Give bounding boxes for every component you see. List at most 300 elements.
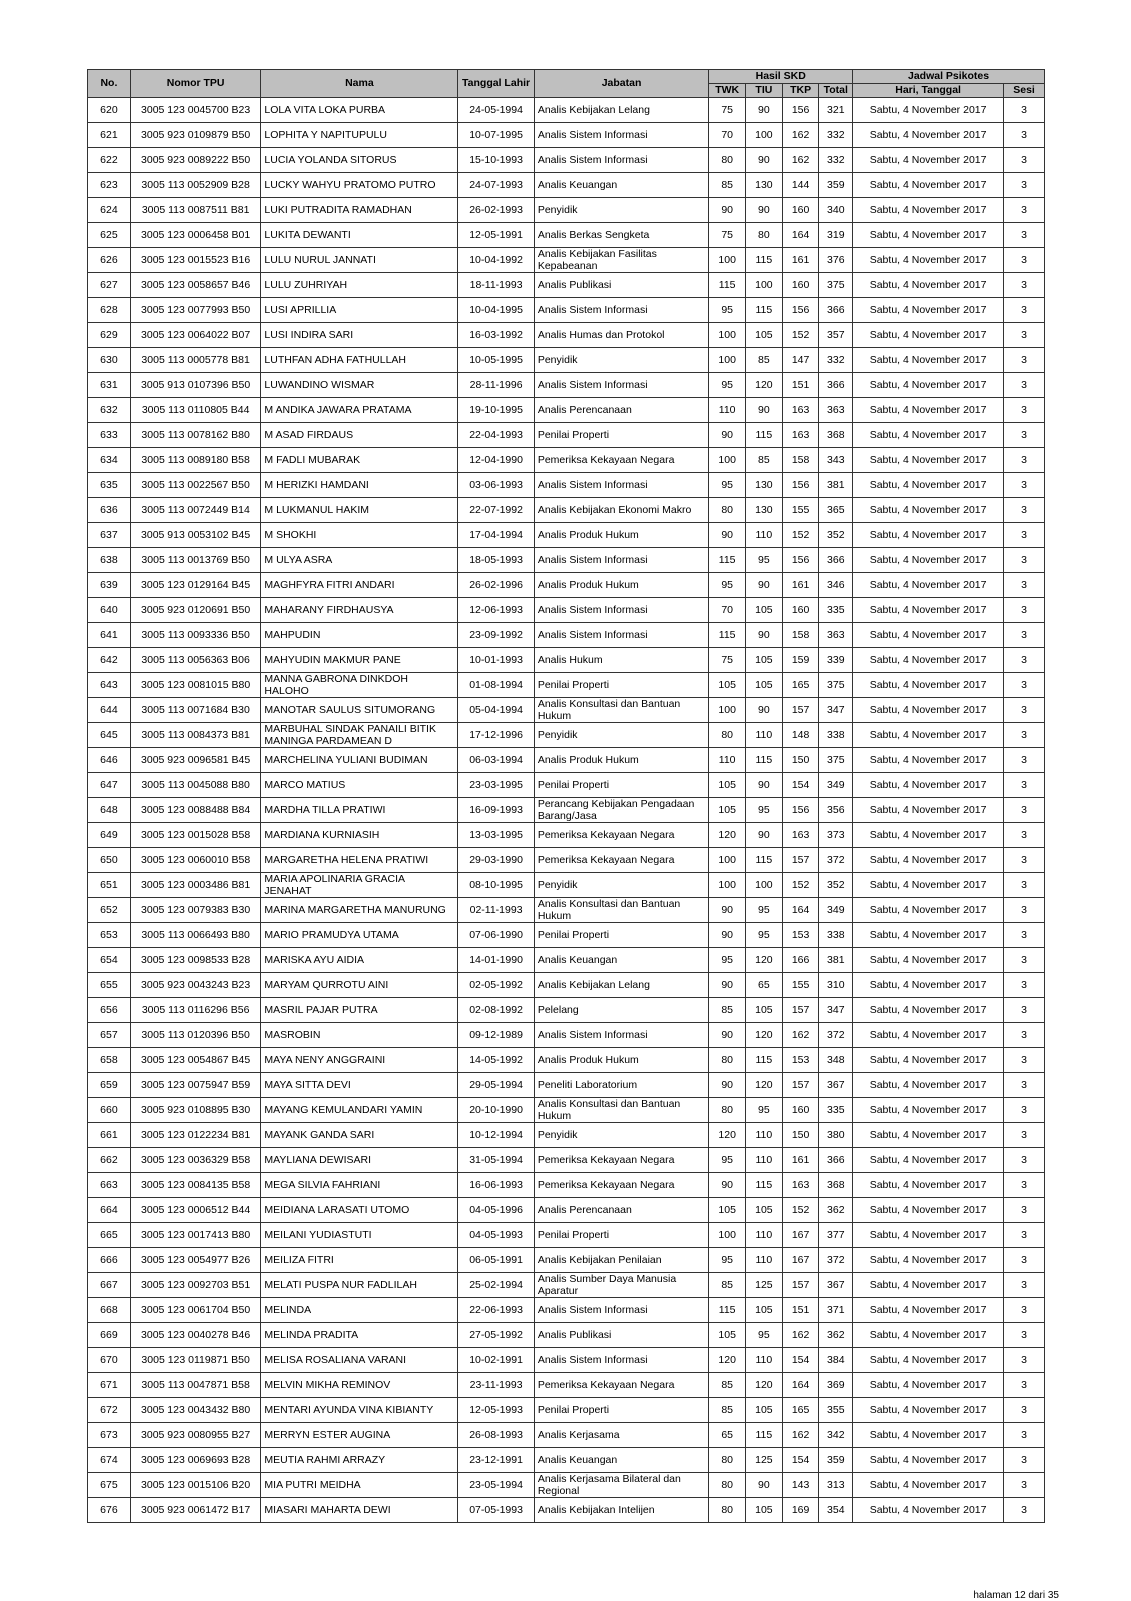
cell-nomor-tpu: 3005 123 0088488 B84	[130, 798, 261, 823]
cell-jabatan: Analis Sistem Informasi	[534, 598, 708, 623]
cell-total: 354	[819, 1498, 853, 1523]
cell-jabatan: Penyidik	[534, 198, 708, 223]
cell-nomor-tpu: 3005 123 0064022 B07	[130, 323, 261, 348]
cell-tiu: 85	[746, 348, 783, 373]
table-row	[88, 1298, 1045, 1323]
cell-no: 675	[88, 1473, 131, 1498]
cell-jabatan: Analis Berkas Sengketa	[534, 223, 708, 248]
cell-tkp: 156	[782, 298, 819, 323]
cell-nama: LULU NURUL JANNATI	[261, 248, 458, 273]
cell-twk: 95	[709, 573, 746, 598]
cell-nama: MARBUHAL SINDAK PANAILI BITIK MANINGA PARDAMEAN D	[261, 723, 458, 748]
cell-sesi: 3	[1004, 1148, 1045, 1173]
cell-tiu: 115	[746, 423, 783, 448]
table-row	[88, 1423, 1045, 1448]
cell-total: 363	[819, 398, 853, 423]
table-header	[88, 70, 1045, 98]
cell-nama: MARCHELINA YULIANI BUDIMAN	[261, 748, 458, 773]
cell-sesi: 3	[1004, 623, 1045, 648]
cell-tanggal-lahir: 12-05-1993	[458, 1398, 535, 1423]
cell-tkp: 157	[782, 698, 819, 723]
cell-twk: 75	[709, 98, 746, 123]
cell-no: 658	[88, 1048, 131, 1073]
cell-no: 661	[88, 1123, 131, 1148]
cell-tiu: 85	[746, 448, 783, 473]
cell-no: 640	[88, 598, 131, 623]
cell-tanggal-lahir: 25-02-1994	[458, 1273, 535, 1298]
cell-jabatan: Pemeriksa Kekayaan Negara	[534, 1173, 708, 1198]
table-row	[88, 423, 1045, 448]
cell-sesi: 3	[1004, 1448, 1045, 1473]
cell-nama: MAYANK GANDA SARI	[261, 1123, 458, 1148]
cell-jabatan: Analis Publikasi	[534, 1323, 708, 1348]
cell-total: 359	[819, 173, 853, 198]
cell-no: 662	[88, 1148, 131, 1173]
cell-tanggal-lahir: 23-03-1995	[458, 773, 535, 798]
results-table	[87, 69, 1045, 1523]
cell-total: 366	[819, 548, 853, 573]
cell-tkp: 163	[782, 1173, 819, 1198]
cell-total: 362	[819, 1323, 853, 1348]
cell-tanggal-lahir: 31-05-1994	[458, 1148, 535, 1173]
cell-total: 366	[819, 373, 853, 398]
cell-hari-tanggal: Sabtu, 4 November 2017	[853, 1473, 1004, 1498]
cell-tiu: 80	[746, 223, 783, 248]
cell-nomor-tpu: 3005 113 0078162 B80	[130, 423, 261, 448]
cell-hari-tanggal: Sabtu, 4 November 2017	[853, 673, 1004, 698]
table-row	[88, 1348, 1045, 1373]
cell-jabatan: Analis Kebijakan Lelang	[534, 973, 708, 998]
cell-hari-tanggal: Sabtu, 4 November 2017	[853, 1073, 1004, 1098]
cell-nomor-tpu: 3005 123 0054867 B45	[130, 1048, 261, 1073]
cell-twk: 90	[709, 523, 746, 548]
cell-no: 657	[88, 1023, 131, 1048]
cell-tanggal-lahir: 17-04-1994	[458, 523, 535, 548]
cell-jabatan: Analis Kebijakan Ekonomi Makro	[534, 498, 708, 523]
cell-tanggal-lahir: 20-10-1990	[458, 1098, 535, 1123]
cell-tanggal-lahir: 23-09-1992	[458, 623, 535, 648]
cell-nama: LOLA VITA LOKA PURBA	[261, 98, 458, 123]
table-row	[88, 1373, 1045, 1398]
cell-tanggal-lahir: 17-12-1996	[458, 723, 535, 748]
cell-nomor-tpu: 3005 923 0043243 B23	[130, 973, 261, 998]
cell-tkp: 167	[782, 1248, 819, 1273]
cell-tanggal-lahir: 08-10-1995	[458, 873, 535, 898]
cell-tanggal-lahir: 14-01-1990	[458, 948, 535, 973]
cell-hari-tanggal: Sabtu, 4 November 2017	[853, 548, 1004, 573]
cell-twk: 85	[709, 1273, 746, 1298]
cell-twk: 85	[709, 998, 746, 1023]
cell-nama: MAHARANY FIRDHAUSYA	[261, 598, 458, 623]
cell-no: 642	[88, 648, 131, 673]
table-row	[88, 448, 1045, 473]
cell-tanggal-lahir: 02-11-1993	[458, 898, 535, 923]
table-row	[88, 273, 1045, 298]
cell-nomor-tpu: 3005 113 0056363 B06	[130, 648, 261, 673]
cell-twk: 115	[709, 548, 746, 573]
cell-hari-tanggal: Sabtu, 4 November 2017	[853, 423, 1004, 448]
cell-twk: 110	[709, 748, 746, 773]
cell-nomor-tpu: 3005 123 0084135 B58	[130, 1173, 261, 1198]
cell-tanggal-lahir: 13-03-1995	[458, 823, 535, 848]
cell-sesi: 3	[1004, 1398, 1045, 1423]
cell-sesi: 3	[1004, 448, 1045, 473]
cell-jabatan: Analis Hukum	[534, 648, 708, 673]
cell-tkp: 158	[782, 448, 819, 473]
cell-nama: LUTHFAN ADHA FATHULLAH	[261, 348, 458, 373]
table-row	[88, 173, 1045, 198]
cell-tanggal-lahir: 10-04-1992	[458, 248, 535, 273]
page-number: halaman 12 dari 35	[973, 1590, 1059, 1601]
cell-no: 651	[88, 873, 131, 898]
cell-hari-tanggal: Sabtu, 4 November 2017	[853, 1348, 1004, 1373]
table-row	[88, 973, 1045, 998]
cell-nomor-tpu: 3005 113 0072449 B14	[130, 498, 261, 523]
cell-nama: MEILANI YUDIASTUTI	[261, 1223, 458, 1248]
cell-twk: 105	[709, 673, 746, 698]
cell-jabatan: Analis Konsultasi dan Bantuan Hukum	[534, 898, 708, 923]
cell-tkp: 161	[782, 573, 819, 598]
cell-nama: MELINDA	[261, 1298, 458, 1323]
cell-no: 639	[88, 573, 131, 598]
table-row	[88, 373, 1045, 398]
cell-tiu: 125	[746, 1448, 783, 1473]
cell-sesi: 3	[1004, 398, 1045, 423]
cell-nama: MERRYN ESTER AUGINA	[261, 1423, 458, 1448]
cell-total: 347	[819, 698, 853, 723]
cell-total: 332	[819, 348, 853, 373]
cell-no: 641	[88, 623, 131, 648]
cell-twk: 75	[709, 223, 746, 248]
cell-sesi: 3	[1004, 1348, 1045, 1373]
cell-nomor-tpu: 3005 113 0093336 B50	[130, 623, 261, 648]
cell-twk: 80	[709, 1498, 746, 1523]
cell-twk: 105	[709, 773, 746, 798]
cell-sesi: 3	[1004, 273, 1045, 298]
cell-hari-tanggal: Sabtu, 4 November 2017	[853, 848, 1004, 873]
cell-jabatan: Analis Kebijakan Fasilitas Kepabeanan	[534, 248, 708, 273]
cell-tiu: 90	[746, 573, 783, 598]
col-header-sesi: Sesi	[1004, 84, 1045, 98]
cell-no: 644	[88, 698, 131, 723]
cell-hari-tanggal: Sabtu, 4 November 2017	[853, 1198, 1004, 1223]
cell-no: 634	[88, 448, 131, 473]
col-group-hasil-skd: Hasil SKD	[709, 70, 853, 84]
cell-tkp: 163	[782, 823, 819, 848]
cell-tanggal-lahir: 29-03-1990	[458, 848, 535, 873]
cell-tkp: 150	[782, 1123, 819, 1148]
cell-tanggal-lahir: 15-10-1993	[458, 148, 535, 173]
cell-jabatan: Penilai Properti	[534, 923, 708, 948]
cell-hari-tanggal: Sabtu, 4 November 2017	[853, 1048, 1004, 1073]
cell-nama: MEGA SILVIA FAHRIANI	[261, 1173, 458, 1198]
cell-total: 372	[819, 1023, 853, 1048]
table-row	[88, 398, 1045, 423]
cell-nama: MENTARI AYUNDA VINA KIBIANTY	[261, 1398, 458, 1423]
cell-nomor-tpu: 3005 923 0108895 B30	[130, 1098, 261, 1123]
cell-nama: MEUTIA RAHMI ARRAZY	[261, 1448, 458, 1473]
cell-hari-tanggal: Sabtu, 4 November 2017	[853, 223, 1004, 248]
col-header-twk: TWK	[709, 84, 746, 98]
cell-nomor-tpu: 3005 923 0080955 B27	[130, 1423, 261, 1448]
cell-nama: MIASARI MAHARTA DEWI	[261, 1498, 458, 1523]
cell-twk: 100	[709, 848, 746, 873]
col-group-jadwal-psikotes: Jadwal Psikotes	[853, 70, 1045, 84]
cell-twk: 100	[709, 348, 746, 373]
cell-total: 372	[819, 848, 853, 873]
cell-twk: 90	[709, 973, 746, 998]
cell-sesi: 3	[1004, 223, 1045, 248]
cell-twk: 80	[709, 148, 746, 173]
cell-jabatan: Analis Sistem Informasi	[534, 623, 708, 648]
table-row	[88, 898, 1045, 923]
cell-hari-tanggal: Sabtu, 4 November 2017	[853, 323, 1004, 348]
cell-jabatan: Analis Produk Hukum	[534, 523, 708, 548]
cell-hari-tanggal: Sabtu, 4 November 2017	[853, 1323, 1004, 1348]
cell-twk: 115	[709, 273, 746, 298]
cell-nomor-tpu: 3005 923 0089222 B50	[130, 148, 261, 173]
cell-no: 650	[88, 848, 131, 873]
cell-hari-tanggal: Sabtu, 4 November 2017	[853, 1298, 1004, 1323]
cell-total: 310	[819, 973, 853, 998]
cell-nomor-tpu: 3005 123 0058657 B46	[130, 273, 261, 298]
cell-nomor-tpu: 3005 123 0119871 B50	[130, 1348, 261, 1373]
cell-twk: 100	[709, 323, 746, 348]
cell-twk: 90	[709, 923, 746, 948]
cell-sesi: 3	[1004, 1123, 1045, 1148]
table-row	[88, 923, 1045, 948]
col-header-jabatan: Jabatan	[534, 70, 708, 98]
cell-twk: 95	[709, 373, 746, 398]
cell-no: 652	[88, 898, 131, 923]
table-row	[88, 123, 1045, 148]
cell-sesi: 3	[1004, 598, 1045, 623]
cell-total: 381	[819, 948, 853, 973]
cell-sesi: 3	[1004, 1223, 1045, 1248]
cell-tiu: 105	[746, 673, 783, 698]
cell-nomor-tpu: 3005 123 0081015 B80	[130, 673, 261, 698]
cell-tiu: 110	[746, 1223, 783, 1248]
table-row	[88, 823, 1045, 848]
cell-nama: LUSI INDIRA SARI	[261, 323, 458, 348]
cell-no: 656	[88, 998, 131, 1023]
cell-total: 368	[819, 1173, 853, 1198]
cell-no: 625	[88, 223, 131, 248]
cell-total: 367	[819, 1073, 853, 1098]
cell-tanggal-lahir: 19-10-1995	[458, 398, 535, 423]
cell-nama: M ULYA ASRA	[261, 548, 458, 573]
cell-hari-tanggal: Sabtu, 4 November 2017	[853, 1173, 1004, 1198]
cell-tanggal-lahir: 23-12-1991	[458, 1448, 535, 1473]
cell-total: 380	[819, 1123, 853, 1148]
cell-tiu: 115	[746, 1423, 783, 1448]
cell-total: 338	[819, 923, 853, 948]
cell-no: 648	[88, 798, 131, 823]
cell-tiu: 105	[746, 1498, 783, 1523]
cell-hari-tanggal: Sabtu, 4 November 2017	[853, 898, 1004, 923]
cell-total: 367	[819, 1273, 853, 1298]
cell-nomor-tpu: 3005 123 0015523 B16	[130, 248, 261, 273]
cell-tiu: 95	[746, 923, 783, 948]
cell-tkp: 160	[782, 598, 819, 623]
table-row	[88, 498, 1045, 523]
cell-nomor-tpu: 3005 123 0092703 B51	[130, 1273, 261, 1298]
cell-tanggal-lahir: 18-11-1993	[458, 273, 535, 298]
cell-twk: 95	[709, 948, 746, 973]
cell-tanggal-lahir: 10-04-1995	[458, 298, 535, 323]
cell-tanggal-lahir: 04-05-1993	[458, 1223, 535, 1248]
cell-hari-tanggal: Sabtu, 4 November 2017	[853, 1148, 1004, 1173]
cell-nama: MASROBIN	[261, 1023, 458, 1048]
cell-twk: 75	[709, 648, 746, 673]
cell-sesi: 3	[1004, 1423, 1045, 1448]
cell-tkp: 157	[782, 1073, 819, 1098]
cell-jabatan: Pelelang	[534, 998, 708, 1023]
cell-tkp: 164	[782, 898, 819, 923]
cell-total: 346	[819, 573, 853, 598]
cell-nama: MELISA ROSALIANA VARANI	[261, 1348, 458, 1373]
cell-tiu: 130	[746, 173, 783, 198]
cell-nama: M SHOKHI	[261, 523, 458, 548]
cell-nomor-tpu: 3005 923 0061472 B17	[130, 1498, 261, 1523]
cell-hari-tanggal: Sabtu, 4 November 2017	[853, 1448, 1004, 1473]
table-row	[88, 1473, 1045, 1498]
cell-no: 660	[88, 1098, 131, 1123]
cell-twk: 90	[709, 898, 746, 923]
cell-total: 343	[819, 448, 853, 473]
cell-no: 673	[88, 1423, 131, 1448]
cell-jabatan: Analis Produk Hukum	[534, 573, 708, 598]
cell-total: 375	[819, 748, 853, 773]
cell-twk: 100	[709, 698, 746, 723]
cell-tiu: 120	[746, 373, 783, 398]
table-row	[88, 148, 1045, 173]
cell-no: 627	[88, 273, 131, 298]
cell-tiu: 115	[746, 748, 783, 773]
cell-no: 626	[88, 248, 131, 273]
cell-no: 621	[88, 123, 131, 148]
cell-no: 667	[88, 1273, 131, 1298]
cell-nomor-tpu: 3005 913 0107396 B50	[130, 373, 261, 398]
cell-jabatan: Penyidik	[534, 1123, 708, 1148]
cell-twk: 80	[709, 1448, 746, 1473]
cell-tkp: 144	[782, 173, 819, 198]
cell-hari-tanggal: Sabtu, 4 November 2017	[853, 298, 1004, 323]
cell-no: 654	[88, 948, 131, 973]
cell-twk: 70	[709, 123, 746, 148]
cell-nama: LULU ZUHRIYAH	[261, 273, 458, 298]
cell-sesi: 3	[1004, 373, 1045, 398]
cell-nomor-tpu: 3005 123 0015028 B58	[130, 823, 261, 848]
cell-hari-tanggal: Sabtu, 4 November 2017	[853, 1023, 1004, 1048]
cell-twk: 80	[709, 498, 746, 523]
cell-tiu: 105	[746, 1298, 783, 1323]
cell-tiu: 90	[746, 823, 783, 848]
cell-nama: MARGARETHA HELENA PRATIWI	[261, 848, 458, 873]
cell-twk: 90	[709, 1023, 746, 1048]
cell-total: 335	[819, 598, 853, 623]
cell-no: 663	[88, 1173, 131, 1198]
cell-tanggal-lahir: 22-06-1993	[458, 1298, 535, 1323]
cell-tanggal-lahir: 06-03-1994	[458, 748, 535, 773]
cell-tiu: 130	[746, 473, 783, 498]
cell-nomor-tpu: 3005 113 0066493 B80	[130, 923, 261, 948]
cell-jabatan: Penyidik	[534, 348, 708, 373]
cell-nomor-tpu: 3005 923 0096581 B45	[130, 748, 261, 773]
cell-total: 365	[819, 498, 853, 523]
cell-hari-tanggal: Sabtu, 4 November 2017	[853, 773, 1004, 798]
cell-tkp: 154	[782, 1348, 819, 1373]
cell-nomor-tpu: 3005 123 0045700 B23	[130, 98, 261, 123]
table-row	[88, 873, 1045, 898]
cell-tiu: 120	[746, 1373, 783, 1398]
cell-jabatan: Analis Sistem Informasi	[534, 298, 708, 323]
cell-tanggal-lahir: 07-06-1990	[458, 923, 535, 948]
cell-nama: MELVIN MIKHA REMINOV	[261, 1373, 458, 1398]
cell-total: 362	[819, 1198, 853, 1223]
cell-tanggal-lahir: 10-01-1993	[458, 648, 535, 673]
cell-hari-tanggal: Sabtu, 4 November 2017	[853, 248, 1004, 273]
cell-tanggal-lahir: 01-08-1994	[458, 673, 535, 698]
cell-twk: 95	[709, 1248, 746, 1273]
cell-tiu: 100	[746, 873, 783, 898]
cell-sesi: 3	[1004, 1198, 1045, 1223]
cell-sesi: 3	[1004, 1498, 1045, 1523]
cell-sesi: 3	[1004, 148, 1045, 173]
cell-total: 348	[819, 1048, 853, 1073]
cell-tkp: 159	[782, 648, 819, 673]
cell-tanggal-lahir: 24-05-1994	[458, 98, 535, 123]
cell-sesi: 3	[1004, 548, 1045, 573]
cell-tkp: 151	[782, 1298, 819, 1323]
cell-tkp: 161	[782, 248, 819, 273]
cell-tiu: 95	[746, 548, 783, 573]
cell-tkp: 152	[782, 1198, 819, 1223]
cell-tanggal-lahir: 26-08-1993	[458, 1423, 535, 1448]
cell-tanggal-lahir: 22-04-1993	[458, 423, 535, 448]
table-row	[88, 773, 1045, 798]
cell-no: 635	[88, 473, 131, 498]
table-row	[88, 723, 1045, 748]
cell-total: 369	[819, 1373, 853, 1398]
cell-tkp: 156	[782, 548, 819, 573]
cell-nomor-tpu: 3005 123 0129164 B45	[130, 573, 261, 598]
cell-jabatan: Analis Humas dan Protokol	[534, 323, 708, 348]
cell-hari-tanggal: Sabtu, 4 November 2017	[853, 973, 1004, 998]
cell-tiu: 115	[746, 1173, 783, 1198]
cell-tkp: 157	[782, 998, 819, 1023]
table-row	[88, 1173, 1045, 1198]
cell-tanggal-lahir: 23-11-1993	[458, 1373, 535, 1398]
cell-jabatan: Penilai Properti	[534, 673, 708, 698]
cell-hari-tanggal: Sabtu, 4 November 2017	[853, 823, 1004, 848]
cell-total: 372	[819, 1248, 853, 1273]
cell-twk: 80	[709, 723, 746, 748]
cell-jabatan: Analis Keuangan	[534, 173, 708, 198]
cell-tanggal-lahir: 09-12-1989	[458, 1023, 535, 1048]
cell-no: 646	[88, 748, 131, 773]
cell-nomor-tpu: 3005 123 0075947 B59	[130, 1073, 261, 1098]
table-row	[88, 948, 1045, 973]
table-row	[88, 1323, 1045, 1348]
table-row	[88, 698, 1045, 723]
cell-hari-tanggal: Sabtu, 4 November 2017	[853, 698, 1004, 723]
cell-tiu: 120	[746, 1073, 783, 1098]
cell-nomor-tpu: 3005 123 0061704 B50	[130, 1298, 261, 1323]
cell-sesi: 3	[1004, 348, 1045, 373]
cell-twk: 100	[709, 448, 746, 473]
cell-nomor-tpu: 3005 113 0005778 B81	[130, 348, 261, 373]
